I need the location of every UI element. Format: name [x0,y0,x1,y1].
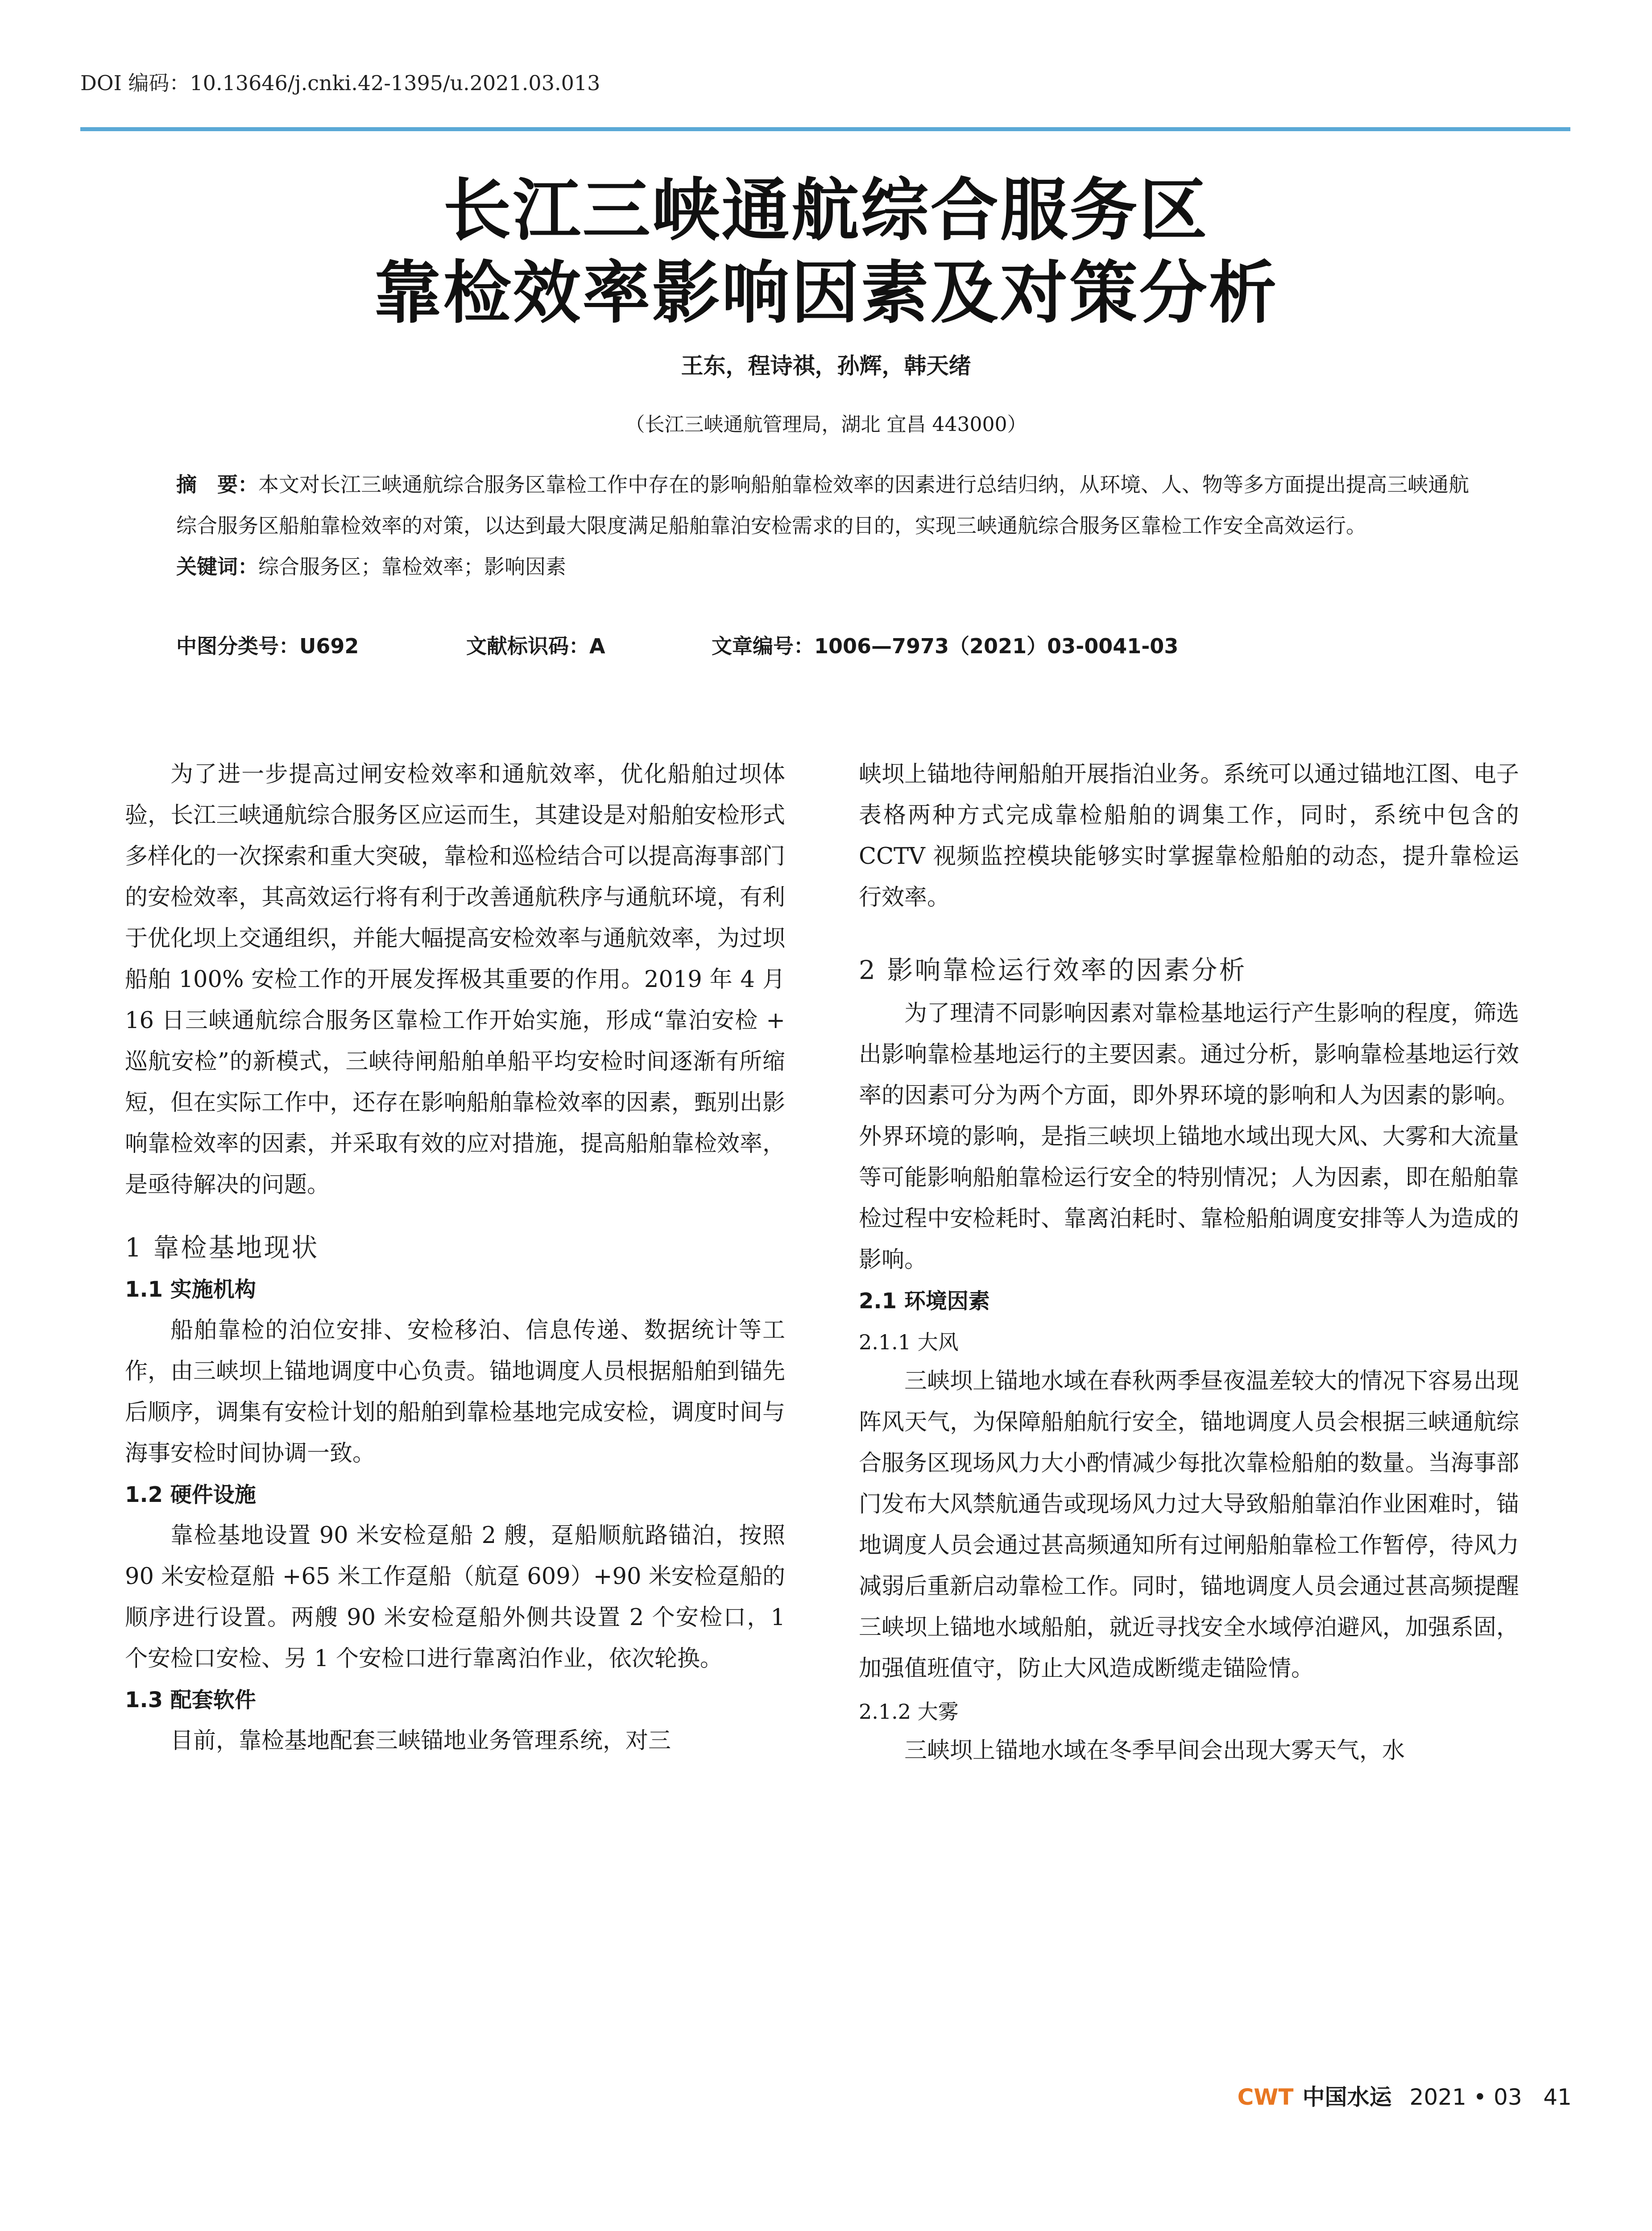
article-number: 文章编号：1006—7973（2021）03-0041-03 [712,634,1179,658]
section-2-1-2-paragraph: 三峡坝上锚地水域在冬季早间会出现大雾天气，水 [904,1738,1405,1764]
section-1-2-heading: 1.2 硬件设施 [125,1482,256,1507]
page-footer [1238,2079,1572,2111]
section-1-heading: 1 靠检基地现状 [125,1232,319,1263]
title-line-2: 靠检效率影响因素及对策分析 [373,253,1279,332]
intro-paragraph: 为了进一步提高过闸安检效率和通航效率，优化船舶过坝体验，长江三峡通航综合服务区应运而生，其建设是对船舶安检形式多样化的一次探索和重大突破，靠检和巡检结合可以提高海事部门的安检效率，其高效运行将有利于改善通航秩序与通航环境，有利于优化坝上交通组织，并能大幅提高安检效率与通航效率，为过坝船舶 100% 安检工作的开展发挥极其重要的作用。2019 年 4 月 16 日三峡通航综合服务区靠检工作开始实施，形成“靠泊安检 + 巡航安检”的新模式，三峡待闸船舶单船平均安检时间逐渐有所缩短，但在实际工作中，还存在影响船舶靠检效率的因素，甄别出影响靠检效率的因素，并采取有效的应对措施，提高船舶靠检效率，是亟待解决的问题。 [125,761,785,1198]
header-rule [80,127,1570,131]
section-2-paragraph: 为了理清不同影响因素对靠检基地运行产生影响的程度，筛选出影响靠检基地运行的主要因素。通过分析，影响靠检基地运行效率的因素可分为两个方面，即外界环境的影响和人为因素的影响。外界环境的影响，是指三峡坝上锚地水域出现大风、大雾和大流量等可能影响船舶靠检运行安全的特别情况；人为因素，即在船舶靠检过程中安检耗时、靠离泊耗时、靠检船舶调度安排等人为造成的影响。 [859,1000,1519,1273]
abstract-text: 本文对长江三峡通航综合服务区靠检工作中存在的影响船舶靠检效率的因素进行总结归纳，从环境、人、物等多方面提出提高三峡通航综合服务区船舶靠检效率的对策，以达到最大限度满足船舶靠泊安检需求的目的，实现三峡通航综合服务区靠检工作安全高效运行。 [176,473,1469,538]
section-1-3-paragraph: 目前，靠检基地配套三峡锚地业务管理系统，对三 [170,1728,671,1754]
doi-line: DOI 编码：10.13646/j.cnki.42-1395/u.2021.03.013 [80,71,600,95]
section-1-1-paragraph: 船舶靠检的泊位安排、安检移泊、信息传递、数据统计等工作，由三峡坝上锚地调度中心负责。锚地调度人员根据船舶到锚先后顺序，调集有安检计划的船舶到靠检基地完成安检，调度时间与海事安检时间协调一致。 [125,1317,785,1467]
document-code: 文献标识码：A [466,634,605,658]
abstract [176,464,1479,546]
left-column [125,754,785,1762]
section-1-2-paragraph: 靠检基地设置 90 米安检趸船 2 艘，趸船顺航路锚泊，按照 90 米安检趸船 +65 米工作趸船（航趸 609）+90 米安检趸船的顺序进行设置。两艘 90 米安检趸船外侧共设置 2 个安检口，1 个安检口安检、另 1 个安检口进行靠离泊作业，依次轮换。 [125,1522,785,1672]
authors: 王东，程诗祺，孙辉，韩天绪 [681,353,971,379]
right-column [859,754,1519,1771]
section-1-3-heading: 1.3 配套软件 [125,1688,256,1713]
section-2-1-2-heading: 2.1.2 大雾 [859,1700,959,1724]
section-2-1-1-paragraph: 三峡坝上锚地水域在春秋两季昼夜温差较大的情况下容易出现阵风天气，为保障船舶航行安全，锚地调度人员会根据三峡通航综合服务区现场风力大小酌情减少每批次靠检船舶的数量。当海事部门发布大风禁航通告或现场风力过大导致船舶靠泊作业困难时，锚地调度人员会通过甚高频通知所有过闸船舶靠检工作暂停，待风力减弱后重新启动靠检工作。同时，锚地调度人员会通过甚高频提醒三峡坝上锚地水域船舶，就近寻找安全水域停泊避风，加强系固，加强值班值守，防止大风造成断缆走锚险情。 [859,1368,1519,1682]
keywords-text: 综合服务区；靠检效率；影响因素 [258,555,566,579]
page-number: 41 [1543,2084,1572,2110]
cwt-logo: CWT [1237,2084,1294,2110]
section-2-1-1-heading: 2.1.1 大风 [859,1330,959,1354]
issue-number: 2021 • 03 [1409,2084,1522,2110]
abstract-label: 摘 要： [176,473,258,497]
section-2-heading: 2 影响靠检运行效率的因素分析 [859,955,1247,985]
journal-name: 中国水运 [1302,2084,1392,2110]
affiliation: （长江三峡通航管理局，湖北 宜昌 443000） [625,413,1027,436]
keywords [176,546,1479,587]
abstract-block [176,464,1479,587]
section-2-1-heading: 2.1 环境因素 [859,1289,990,1314]
title-line-1: 长江三峡通航综合服务区 [443,170,1209,250]
section-1-1-heading: 1.1 实施机构 [125,1277,256,1302]
section-1-3-continued: 峡坝上锚地待闸船舶开展指泊业务。系统可以通过锚地江图、电子表格两种方式完成靠检船舶的调集工作，同时，系统中包含的 CCTV 视频监控模块能够实时掌握靠检船舶的动态，提升靠检运行效率。 [859,761,1519,911]
keywords-label: 关键词： [176,555,258,579]
clc-number: 中图分类号：U692 [176,634,359,658]
